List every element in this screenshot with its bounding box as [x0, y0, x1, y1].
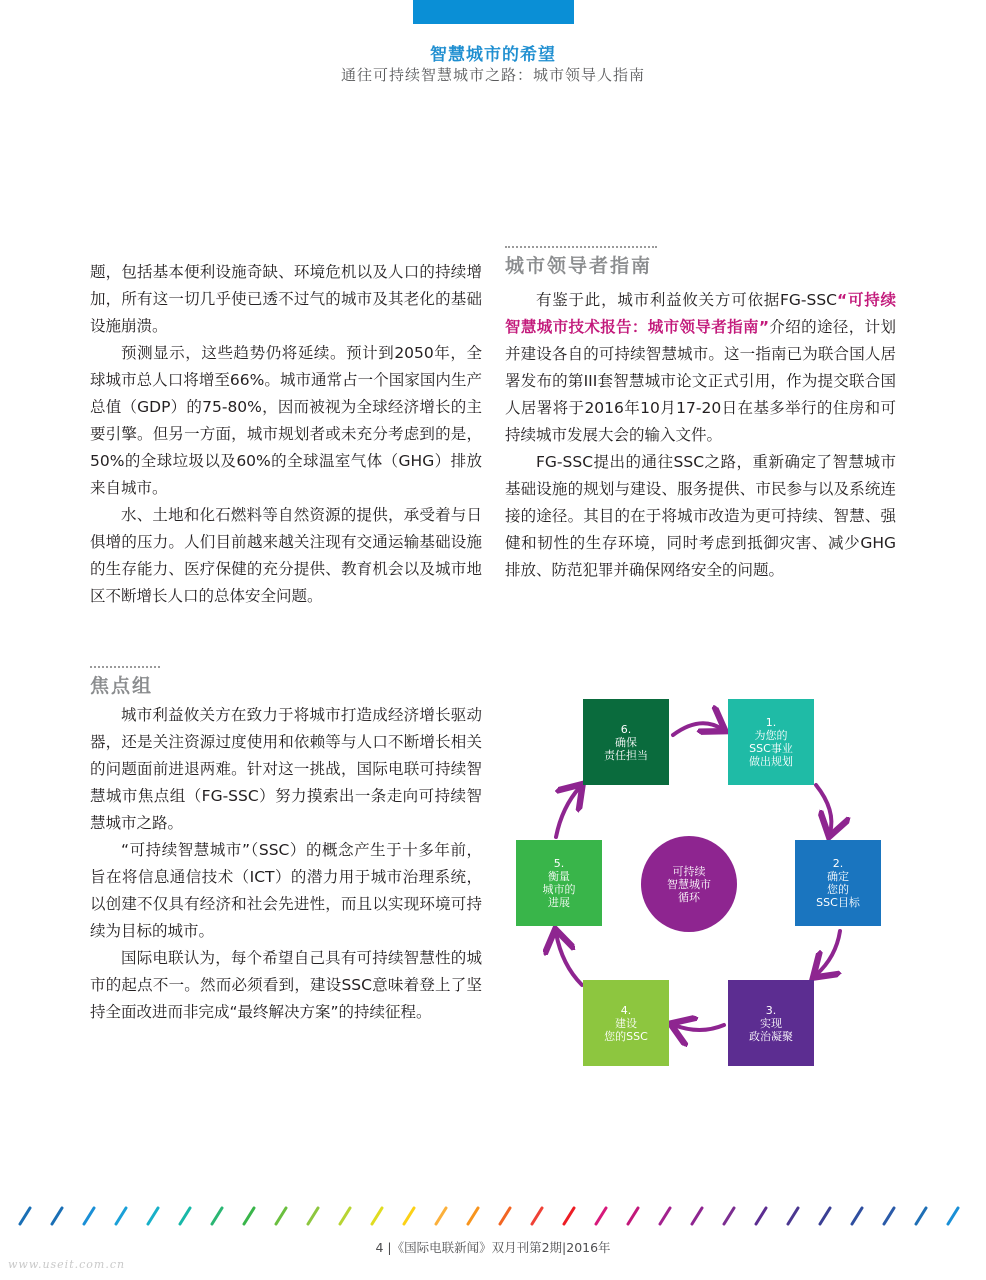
center-label: 可持续	[672, 864, 706, 878]
stripe-mark	[788, 1208, 798, 1224]
section-title: 焦点组	[90, 675, 154, 697]
stripe-mark	[308, 1208, 318, 1224]
stripe-mark	[20, 1208, 30, 1224]
decorative-stripes	[14, 1204, 974, 1230]
step-6-accountability	[583, 699, 669, 785]
stripe-mark	[52, 1208, 62, 1224]
paragraph-text: 有鉴于此，城市利益攸关方可依据FG-SSC	[536, 291, 838, 309]
step-label: SSC事业	[749, 742, 793, 755]
stripe-mark	[756, 1208, 766, 1224]
watermark: www.useit.com.cn	[8, 1258, 126, 1271]
stripe-mark	[660, 1208, 670, 1224]
step-5-measure	[516, 840, 602, 926]
stripe-mark	[244, 1208, 254, 1224]
stripe-mark	[596, 1208, 606, 1224]
left-column	[90, 259, 482, 610]
paragraph: 国际电联认为，每个希望自己具有可持续智慧性的城市的起点不一。然而必须看到，建设SSC意味着登上了坚持全面改进而非完成“最终解决方案”的持续征程。	[90, 949, 482, 1021]
right-column	[505, 287, 896, 584]
stripe-mark	[148, 1208, 158, 1224]
stripe-mark	[116, 1208, 126, 1224]
center-label: 智慧城市	[667, 877, 711, 891]
step-label: 您的	[827, 883, 849, 896]
step-1-plan	[728, 699, 814, 785]
ssc-cycle-diagram	[510, 695, 890, 1075]
stripe-mark	[916, 1208, 926, 1224]
arrow-4-to-5	[556, 933, 582, 985]
step-label: 政治凝聚	[749, 1029, 793, 1043]
step-label: 实现	[760, 1016, 782, 1030]
step-label: 责任担当	[604, 748, 648, 762]
arrow-1-to-2	[816, 785, 831, 833]
stripe-mark	[948, 1208, 958, 1224]
step-3-political	[728, 980, 814, 1066]
step-number: 3.	[765, 1003, 777, 1017]
step-number: 4.	[620, 1003, 632, 1017]
stripe-mark	[340, 1208, 350, 1224]
step-label: 衡量	[548, 870, 570, 883]
step-label: 您的SSC	[604, 1029, 648, 1043]
paragraph: 题，包括基本便利设施奇缺、环境危机以及人口的持续增加，所有这一切几乎使已透不过气的城市及其老化的基础设施崩溃。	[90, 263, 482, 335]
stripe-mark	[532, 1208, 542, 1224]
cycle-center-circle	[641, 836, 737, 932]
report-title-highlight: “可持续智慧城市技术报告：城市领导者指南”	[505, 291, 896, 336]
stripe-mark	[820, 1208, 830, 1224]
section-header-leader-guide	[505, 246, 657, 280]
focus-group-body	[90, 702, 482, 1026]
arrow-3-to-4	[674, 1025, 724, 1030]
stripe-mark	[84, 1208, 94, 1224]
section-header-focus-group	[90, 666, 482, 700]
paragraph-text: 介绍的途径，计划并建设各自的可持续智慧城市。这一指南已为联合国人居署发布的第III套智慧城市论文正式引用，作为提交联合国人居署将于2016年10月17-20日在基多举行的住房和可持续城市发展大会的输入文件。	[505, 318, 896, 444]
page-title: 智慧城市的希望	[430, 45, 556, 65]
paragraph: 水、土地和化石燃料等自然资源的提供，承受着与日俱增的压力。人们目前越来越关注现有交通运输基础设施的生存能力、医疗保健的充分提供、教育机会以及城市地区不断增长人口的总体安全问题。	[90, 506, 482, 605]
paragraph: FG-SSC提出的通往SSC之路，重新确定了智慧城市基础设施的规划与建设、服务提供、市民参与以及系统连接的途径。其目的在于将城市改造为更可持续、智慧、强健和韧性的生存环境，同时考虑到抵御灾害、减少GHG排放、防范犯罪并确保网络安全的问题。	[505, 453, 896, 579]
step-number: 6.	[620, 722, 632, 736]
page-subtitle: 通往可持续智慧城市之路：城市领导人指南	[340, 66, 645, 84]
arrow-6-to-1	[673, 723, 722, 735]
paragraph: 城市利益攸关方在致力于将城市打造成经济增长驱动器，还是关注资源过度使用和依赖等与人口不断增长相关的问题面前进退两难。针对这一挑战，国际电联可持续智慧城市焦点组（FG-SSC）努力摸索出一条走向可持续智慧城市之路。	[90, 706, 482, 832]
paragraph	[505, 287, 896, 449]
stripe-mark	[404, 1208, 414, 1224]
stripe-mark	[468, 1208, 478, 1224]
stripe-mark	[852, 1208, 862, 1224]
arrow-5-to-6	[556, 787, 580, 837]
step-label: 确定	[827, 870, 849, 883]
step-number: 5.	[553, 857, 565, 870]
stripe-mark	[724, 1208, 734, 1224]
stripe-mark	[884, 1208, 894, 1224]
paragraph: “可持续智慧城市”（SSC）的概念产生于十多年前，旨在将信息通信技术（ICT）的潜力用于城市治理系统，以创建不仅具有经济和社会先进性，而且以实现环境可持续为目标的城市。	[90, 841, 482, 940]
arrow-2-to-3	[816, 931, 840, 975]
step-number: 2.	[832, 857, 844, 870]
stripe-mark	[692, 1208, 702, 1224]
step-label: 建设	[615, 1016, 637, 1030]
stripe-mark	[500, 1208, 510, 1224]
stripe-mark	[212, 1208, 222, 1224]
stripe-mark	[628, 1208, 638, 1224]
step-label: 做出规划	[749, 755, 793, 768]
paragraph: 预测显示，这些趋势仍将延续。预计到2050年，全球城市总人口将增至66%。城市通常占一个国家国内生产总值（GDP）的75-80%，因而被视为全球经济增长的主要引擎。但另一方面，城市规划者或未充分考虑到的是，50%的全球垃圾以及60%的全球温室气体（GHG）排放来自城市。	[90, 344, 482, 497]
step-2-goals	[795, 840, 881, 926]
step-label: SSC目标	[816, 896, 860, 909]
step-label: 进展	[548, 896, 570, 909]
stripe-mark	[276, 1208, 286, 1224]
stripe-mark	[436, 1208, 446, 1224]
center-label: 循环	[678, 890, 700, 904]
step-label: 确保	[615, 735, 637, 749]
stripe-mark	[372, 1208, 382, 1224]
stripe-mark	[180, 1208, 190, 1224]
step-label: 城市的	[542, 883, 576, 896]
step-4-build	[583, 980, 669, 1066]
page-footer: 4 |《国际电联新闻》双月刊第2期|2016年	[375, 1240, 611, 1255]
header-tab	[413, 0, 574, 24]
step-label: 为您的	[754, 729, 788, 742]
stripe-mark	[564, 1208, 574, 1224]
step-number: 1.	[765, 716, 777, 729]
section-title: 城市领导者指南	[505, 255, 653, 277]
